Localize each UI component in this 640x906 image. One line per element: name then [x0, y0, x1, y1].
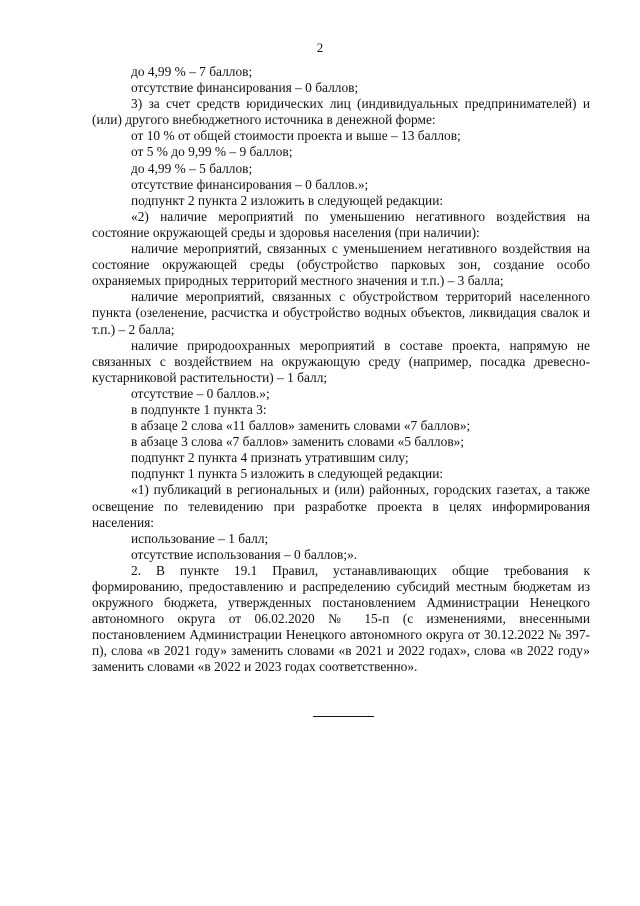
document-body — [92, 64, 590, 676]
paragraph: использование – 1 балл; — [131, 530, 269, 546]
paragraph: в подпункте 1 пункта 3: — [131, 401, 267, 417]
page-number: 2 — [316, 40, 324, 55]
paragraph: в абзаце 3 слова «7 баллов» заменить словами «5 баллов»; — [131, 434, 465, 450]
paragraph: отсутствие – 0 баллов.»; — [131, 385, 270, 401]
paragraph: подпункт 2 пункта 4 признать утратившим силу; — [131, 450, 409, 466]
paragraph: до 4,99 % – 5 баллов; — [131, 160, 253, 176]
paragraph: отсутствие финансирования – 0 баллов; — [131, 80, 359, 96]
paragraph: «1) публикаций в региональных и (или) районных, городских газетах, а также освещение по телевидению при разработке проекта в целях информирования населения: — [92, 482, 590, 530]
paragraph: до 4,99 % – 7 баллов; — [131, 64, 253, 79]
paragraph: 2. В пункте 19.1 Правил, устанавливающих общие требования к формированию, предоставлению и распределению субсидий местным бюджетам из окружного бюджета, утвержденных постановлением Администрации Ненецкого автономного округа от 06.02.2020 № 15-п (с изменениями, внесенными постановлением Администрации Ненецкого автономного округа от 30.12.2022 № 397-п), слова «в 2021 году» заменить словами «в 2021 и 2022 годах», слова «в 2022 году» заменить словами «в 2022 и 2023 годах соответственно». — [92, 562, 590, 675]
paragraph: наличие природоохранных мероприятий в составе проекта, напрямую не связанных с воздействием на окружающую среду (например, посадка древесно-кустарниковой растительности) – 1 балл; — [92, 337, 590, 385]
paragraph: отсутствие использования – 0 баллов;». — [131, 546, 358, 562]
paragraph: наличие мероприятий, связанных с обустройством территорий населенного пункта (озеленение, расчистка и обустройство водных объектов, ликвидация свалок и т.п.) – 2 балла; — [92, 289, 590, 337]
paragraph: подпункт 1 пункта 5 изложить в следующей редакции: — [131, 466, 444, 482]
paragraph: от 5 % до 9,99 % – 9 баллов; — [131, 144, 293, 160]
paragraph: наличие мероприятий, связанных с уменьшением негативного воздействия на состояние окружающей среды (обустройство парковых зон, создание особо охраняемых природных территорий местного значения и т.п.) – 3 балла; — [92, 241, 590, 289]
paragraph: в абзаце 2 слова «11 баллов» заменить словами «7 баллов»; — [131, 418, 471, 434]
paragraph: от 10 % от общей стоимости проекта и выше – 13 баллов; — [131, 128, 461, 144]
paragraph: отсутствие финансирования – 0 баллов.»; — [131, 176, 369, 192]
end-of-document-rule — [313, 716, 374, 717]
paragraph: подпункт 2 пункта 2 изложить в следующей редакции: — [131, 192, 444, 208]
paragraph: «2) наличие мероприятий по уменьшению негативного воздействия на состояние окружающей среды и здоровья населения (при наличии): — [92, 208, 590, 240]
paragraph: 3) за счет средств юридических лиц (индивидуальных предпринимателей) и (или) другого внебюджетного источника в денежной форме: — [92, 96, 590, 128]
